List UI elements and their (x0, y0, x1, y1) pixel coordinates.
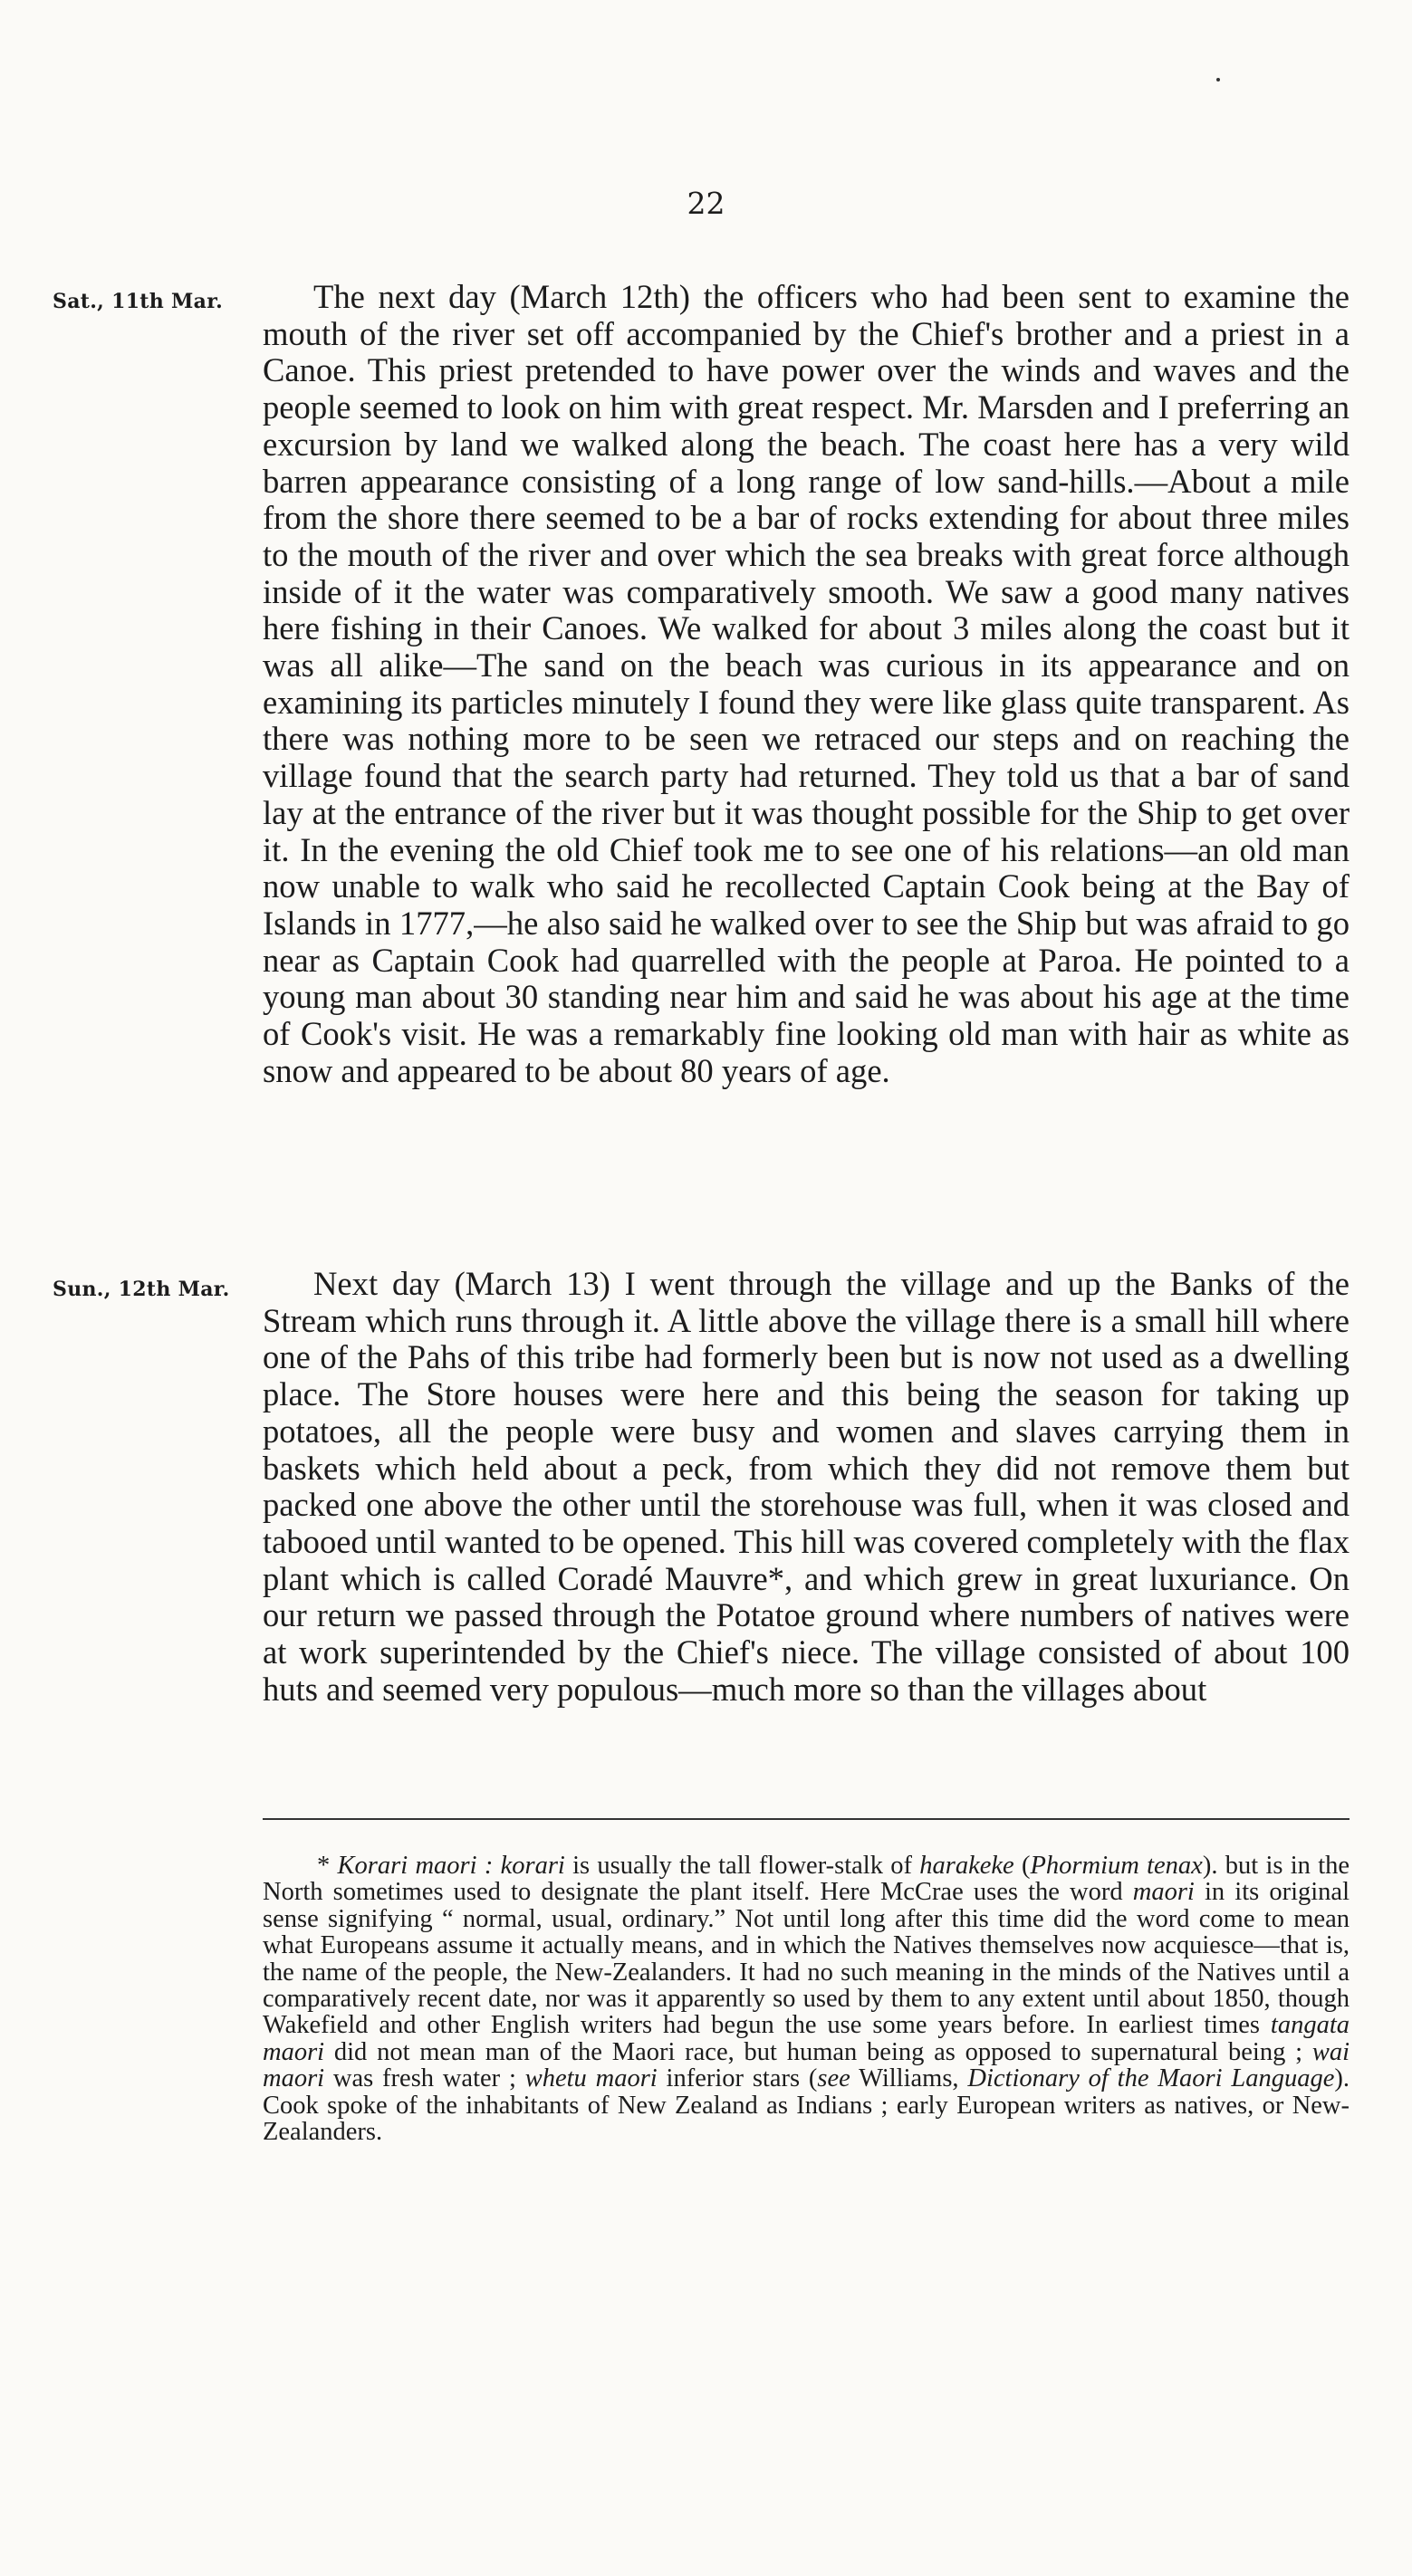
footnote-term: Korari maori : korari (337, 1852, 565, 1880)
page-number: 22 (687, 186, 725, 221)
footnote-text: in its original sense signifying “ normal, usual, ordinary.” Not until long after this time did the word come to mean what Europeans assume it actually means, and in which the Natives themselves now acquiesce—that is, the name of the people, the New-Zealanders. It had no such meaning in the minds of the Natives until a comparatively recent date, nor was it apparently so used by them to any extent until about 1850, though Wakefield and other English writers had begun the use some years before. In earliest times (263, 1878, 1350, 2040)
footnote-text: inferior stars ( (657, 2064, 818, 2093)
footnote-term: Phormium tenax (1030, 1852, 1203, 1880)
footnote-text: ( (1013, 1852, 1031, 1880)
margin-note-date: Sat., 11th Mar. (53, 290, 224, 313)
footnote-term: harakeke (919, 1852, 1014, 1880)
footnote-term: tangata maori (263, 2011, 1350, 2066)
margin-note-date: Sun., 12th Mar. (53, 1278, 230, 1301)
paragraph: The next day (March 12th) the officers who had been sent to examine the mouth of the river set off accompanied by the Chief's brother and a priest in a Canoe. This priest pretended to have power over the winds and waves and the people seemed to look on him with great respect. Mr. Marsden and I preferring an excursion by land we walked along the beach. The coast here has a very wild barren appearance consisting of a long range of low sand-hills.—About a mile from the shore there seemed to be a bar of rocks extending for about three miles to the mouth of the river and over which the sea breaks with great force although inside of it the water was comparatively smooth. We saw a good many natives here fishing in their Canoes. We walked for about 3 miles along the coast but it was all alike—The sand on the beach was curious in its appearance and on examining its particles minutely I found they were like glass quite transparent. As there was nothing more to be seen we retraced our steps and on reaching the village found that the search party had returned. They told us that a bar of sand lay at the entrance of the river but it was thought possible for the Ship to get over it. In the evening the old Chief took me to see one of his relations—an old man now unable to walk who said he recollected Captain Cook being at the Bay of Islands in 1777,—he also said he walked over to see the Ship but was afraid to go near as Captain Cook had quarrelled with the people at Paroa. He pointed to a young man about 30 standing near him and said he was about his age at the time of Cook's visit. He was a remarkably fine looking old man with hair as white as snow and appeared to be about 80 years of age. (263, 278, 1350, 1089)
footnote (263, 1853, 1350, 2145)
footnote-text: ). Cook spoke of the inhabitants of New Zealand as Indians ; early European writers as natives, or New-Zealanders. (263, 2064, 1350, 2147)
footnote-text: Williams, (850, 2064, 968, 2093)
footnote-term: wai maori (263, 2037, 1350, 2093)
paper-speck (1216, 78, 1220, 81)
footnote-text: was fresh water ; (324, 2064, 525, 2093)
footnote-text: * (317, 1852, 338, 1880)
footnote-text: ). but is in the North sometimes used to designate the plant itself. Here McCrae uses the word (263, 1852, 1350, 1907)
footnote-citation: Dictionary of the Maori Language (967, 2064, 1335, 2093)
paragraph: Next day (March 13) I went through the village and up the Banks of the Stream which runs through it. A little above the village there is a small hill where one of the Pahs of this tribe had formerly been but is now not used as a dwelling place. The Store houses were here and this being the season for taking up potatoes, all the people were busy and women and slaves carrying them in baskets which held about a peck, from which they did not remove them but packed one above the other until the storehouse was full, when it was closed and tabooed until wanted to be opened. This hill was covered completely with the flax plant which is called Coradé Mauvre*, and which grew in great luxuriance. On our return we passed through the Potatoe ground where numbers of natives were at work superintended by the Chief's niece. The village consisted of about 100 huts and seemed very populous—much more so than the villages about (263, 1265, 1350, 1708)
footnote-rule (263, 1818, 1350, 1820)
footnote-term: see (817, 2064, 850, 2093)
footnote-term: maori (1132, 1878, 1195, 1907)
footnote-text: is usually the tall flower-stalk of (564, 1852, 920, 1880)
footnote-term: whetu maori (524, 2064, 658, 2093)
footnote-text: did not mean man of the Maori race, but human being as opposed to supernatural being ; (324, 2037, 1312, 2066)
